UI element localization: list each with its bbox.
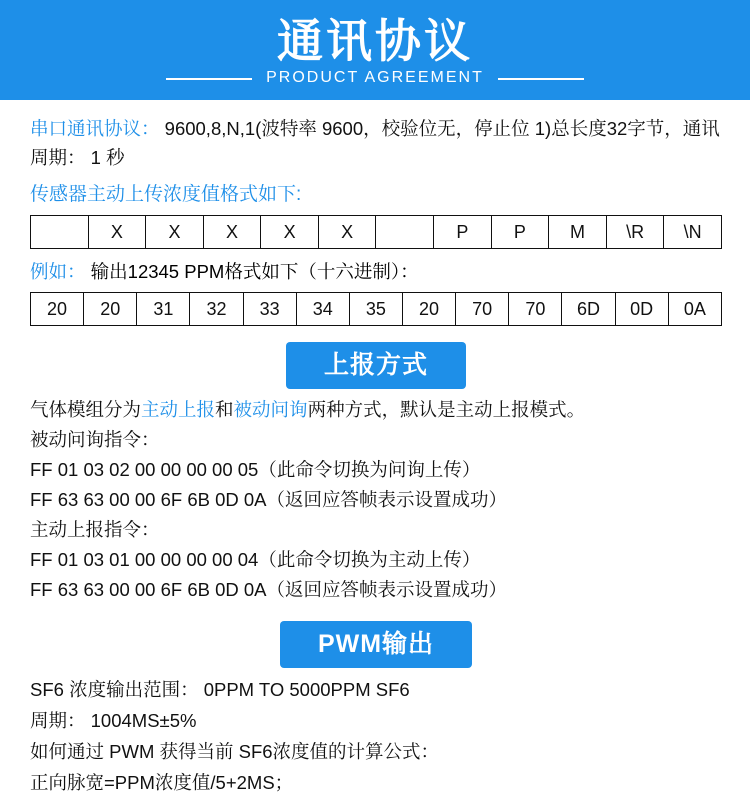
- hex-cell-10: 6D: [562, 293, 615, 326]
- pwm-section-header: [30, 621, 722, 668]
- active-command-response: FF 63 63 00 00 6F 6B 0D 0A（返回应答帧表示设置成功）: [30, 579, 508, 600]
- cell-4: X: [261, 216, 319, 249]
- table-row: [31, 293, 722, 326]
- report-mode-passive: 被动问询: [233, 399, 308, 420]
- cell-0: [31, 216, 89, 249]
- example-text: 输出12345 PPM格式如下（十六进制）：: [85, 261, 419, 282]
- upload-format-heading: 传感器主动上传浓度值格式如下:: [30, 184, 302, 205]
- cell-1: X: [88, 216, 146, 249]
- hex-cell-0: 20: [31, 293, 84, 326]
- passive-command-label: 被动问询指令：: [30, 429, 160, 450]
- table-row: [31, 216, 722, 249]
- report-section-title: 上报方式: [286, 342, 466, 389]
- cell-6: [376, 216, 434, 249]
- hex-cell-12: 0A: [668, 293, 721, 326]
- serial-protocol-label: 串口通讯协议：: [30, 118, 160, 139]
- hex-cell-7: 20: [402, 293, 455, 326]
- serial-protocol-value: 9600,8,N,1(波特率 9600，校验位无，停止位 1)总长度32字节，通讯周期： 1 秒: [30, 118, 720, 168]
- pwm-section-title: PWM输出: [280, 621, 472, 668]
- page-subtitle: PRODUCT AGREEMENT: [252, 68, 498, 88]
- example-label: 例如：: [30, 261, 86, 282]
- passive-command-response: FF 63 63 00 00 6F 6B 0D 0A（返回应答帧表示设置成功）: [30, 489, 508, 510]
- pwm-output-range: SF6 浓度输出范围： 0PPM TO 5000PPM SF6: [30, 679, 410, 700]
- passive-command: FF 01 03 02 00 00 00 00 05（此命令切换为问询上传）: [30, 459, 481, 480]
- report-intro-2: 和: [215, 399, 234, 420]
- report-section-header: [30, 342, 722, 389]
- hex-cell-1: 20: [84, 293, 137, 326]
- example-hex-table: [30, 292, 722, 326]
- report-intro-line: [30, 395, 722, 425]
- upload-format-table: [30, 215, 722, 249]
- hex-cell-4: 33: [243, 293, 296, 326]
- hex-cell-6: 35: [349, 293, 402, 326]
- hex-cell-5: 34: [296, 293, 349, 326]
- report-intro-1: 气体模组分为: [30, 399, 142, 420]
- active-command: FF 01 03 01 00 00 00 00 04（此命令切换为主动上传）: [30, 549, 481, 570]
- pwm-formula-title: 如何通过 PWM 获得当前 SF6浓度值的计算公式：: [30, 741, 440, 762]
- cell-7: P: [434, 216, 492, 249]
- report-mode-active: 主动上报: [141, 399, 216, 420]
- pwm-body: [30, 674, 722, 798]
- hex-cell-9: 70: [509, 293, 562, 326]
- cell-11: \N: [664, 216, 722, 249]
- serial-protocol-paragraph: [30, 114, 722, 172]
- cell-9: M: [549, 216, 607, 249]
- document-content: [0, 100, 750, 798]
- hex-cell-8: 70: [456, 293, 509, 326]
- report-intro-3: 两种方式，默认是主动上报模式。: [307, 399, 586, 420]
- cell-3: X: [203, 216, 261, 249]
- cell-2: X: [146, 216, 204, 249]
- cell-8: P: [491, 216, 549, 249]
- hex-cell-3: 32: [190, 293, 243, 326]
- report-body: [30, 395, 722, 605]
- header-banner-inner: [0, 16, 750, 88]
- pwm-period: 周期： 1004MS±5%: [30, 710, 197, 731]
- example-paragraph: [30, 257, 722, 287]
- page-title: 通讯协议: [277, 15, 473, 67]
- header-banner: [0, 0, 750, 100]
- active-command-label: 主动上报指令：: [30, 519, 160, 540]
- cell-10: \R: [606, 216, 664, 249]
- hex-cell-11: 0D: [615, 293, 668, 326]
- hex-cell-2: 31: [137, 293, 190, 326]
- pwm-formula: 正向脉宽=PPM浓度值/5+2MS；: [30, 772, 294, 793]
- cell-5: X: [318, 216, 376, 249]
